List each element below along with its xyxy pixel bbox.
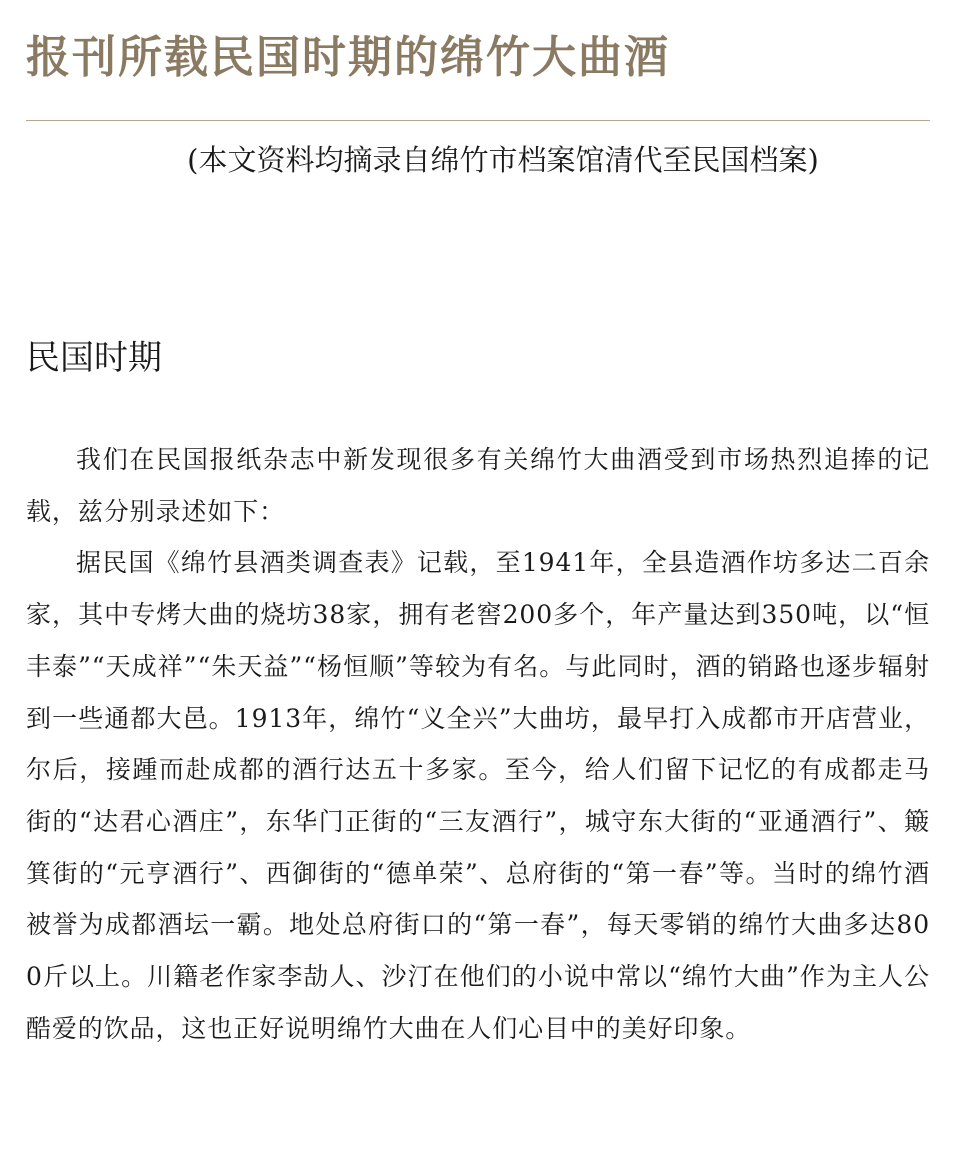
title-divider [26,120,930,121]
paragraph-main: 据民国《绵竹县酒类调查表》记载，至1941年，全县造酒作坊多达二百余家，其中专烤大曲的烧坊38家，拥有老窖200多个，年产量达到350吨，以“恒丰泰”“天成祥”“朱天益”“杨恒顺”等较为有名。与此同时，酒的销路也逐步辐射到一些通都大邑。1913年，绵竹“义全兴”大曲坊，最早打入成都市开店营业，尔后，接踵而赴成都的酒行达五十多家。至今，给人们留下记忆的有成都走马街的“达君心酒庄”，东华门正街的“三友酒行”，城守东大街的“亚通酒行”、簸箕街的“元亨酒行”、西御街的“德单荣”、总府街的“第一春”等。当时的绵竹酒被誉为成都酒坛一霸。地处总府街口的“第一春”，每天零销的绵竹大曲多达800斤以上。川籍老作家李劼人、沙汀在他们的小说中常以“绵竹大曲”作为主人公酷爱的饮品，这也正好说明绵竹大曲在人们心目中的美好印象。 [26,548,930,1043]
page-title: 报刊所载民国时期的绵竹大曲酒 [26,32,670,83]
paragraph-intro: 我们在民国报纸杂志中新发现很多有关绵竹大曲酒受到市场热烈追捧的记载，兹分别录述如下： [26,445,930,526]
article-body [26,434,930,1054]
section-heading: 民国时期 [26,338,162,378]
source-note: (本文资料均摘录自绵竹市档案馆清代至民国档案) [187,143,819,177]
